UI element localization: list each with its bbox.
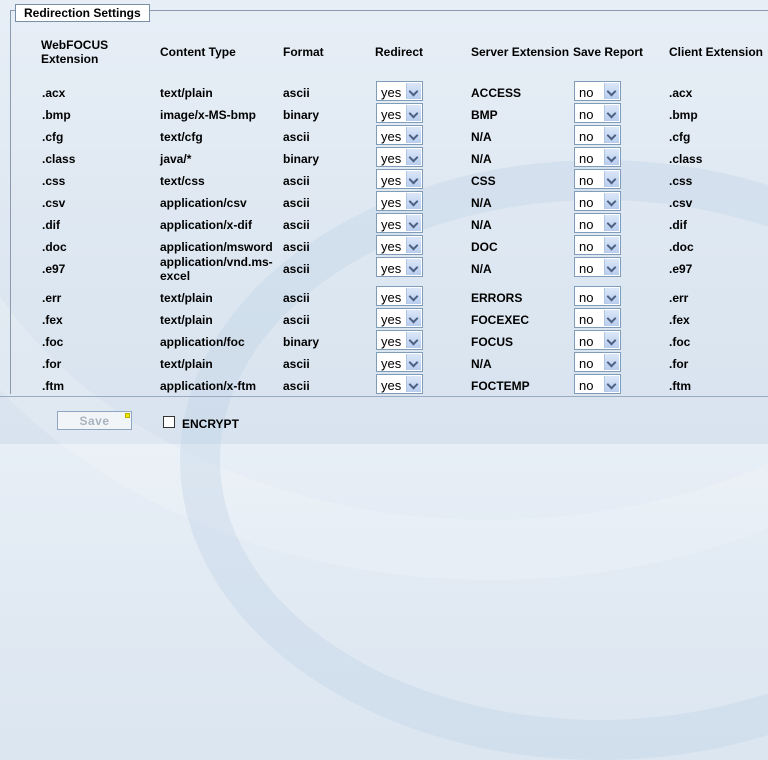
webfocus-extension-cell: .fex: [42, 313, 63, 327]
webfocus-extension-cell: .acx: [42, 86, 66, 100]
server-extension-cell: N/A: [471, 218, 492, 232]
chevron-down-icon[interactable]: [604, 149, 619, 165]
chevron-down-icon[interactable]: [604, 215, 619, 231]
webfocus-extension-cell: .e97: [42, 262, 66, 276]
save-report-select-value: no: [579, 312, 594, 327]
webfocus-extension-cell: .dif: [42, 218, 60, 232]
server-extension-cell: FOCEXEC: [471, 313, 530, 327]
save-report-select-value: no: [579, 334, 594, 349]
save-report-select[interactable]: [574, 235, 621, 255]
content-type-cell: application/x-ftm: [160, 379, 257, 393]
format-cell: ascii: [283, 262, 310, 276]
chevron-down-icon[interactable]: [406, 259, 421, 275]
webfocus-extension-cell: .bmp: [42, 108, 71, 122]
save-report-select-value: no: [579, 195, 594, 210]
client-extension-cell: .doc: [669, 240, 694, 254]
content-type-cell: text/cfg: [160, 130, 203, 144]
server-extension-cell: N/A: [471, 130, 492, 144]
server-extension-cell: FOCTEMP: [471, 379, 530, 393]
format-cell: ascii: [283, 313, 310, 327]
chevron-down-icon[interactable]: [604, 288, 619, 304]
redirect-select-value: yes: [381, 85, 402, 100]
client-extension-cell: .foc: [669, 335, 691, 349]
chevron-down-icon[interactable]: [604, 259, 619, 275]
save-report-select-value: no: [579, 85, 594, 100]
client-extension-cell: .err: [669, 291, 689, 305]
webfocus-extension-cell: .for: [42, 357, 62, 371]
content-type-cell: text/plain: [160, 313, 213, 327]
table-row: [0, 255, 768, 283]
save-report-select-value: no: [579, 217, 594, 232]
save-report-select[interactable]: [574, 191, 621, 211]
format-cell: ascii: [283, 379, 310, 393]
encrypt-label: ENCRYPT: [182, 417, 239, 431]
save-report-select-value: no: [579, 261, 594, 276]
content-type-cell: application/msword: [160, 240, 273, 254]
chevron-down-icon[interactable]: [406, 354, 421, 370]
chevron-down-icon[interactable]: [406, 288, 421, 304]
save-button[interactable]: [57, 411, 132, 430]
chevron-down-icon[interactable]: [604, 105, 619, 121]
chevron-down-icon[interactable]: [406, 310, 421, 326]
format-cell: ascii: [283, 357, 310, 371]
client-extension-cell: .for: [669, 357, 689, 371]
content-type-cell: text/plain: [160, 86, 213, 100]
client-extension-cell: .bmp: [669, 108, 698, 122]
save-report-select[interactable]: [574, 103, 621, 123]
redirect-select[interactable]: [376, 147, 423, 167]
redirect-select-value: yes: [381, 334, 402, 349]
content-type-cell: application/foc: [160, 335, 245, 349]
redirect-select[interactable]: [376, 81, 423, 101]
client-extension-cell: .cfg: [669, 130, 691, 144]
header-save-report: Save Report: [573, 45, 644, 59]
webfocus-extension-cell: .foc: [42, 335, 64, 349]
section-title: Redirection Settings: [15, 4, 150, 22]
save-report-select[interactable]: [574, 308, 621, 328]
webfocus-extension-cell: .ftm: [42, 379, 64, 393]
save-report-select[interactable]: [574, 330, 621, 350]
save-report-select-value: no: [579, 290, 594, 305]
redirect-select[interactable]: [376, 213, 423, 233]
header-client-extension: Client Extension: [669, 45, 764, 59]
chevron-down-icon[interactable]: [406, 171, 421, 187]
save-report-select-value: no: [579, 129, 594, 144]
redirect-select-value: yes: [381, 312, 402, 327]
server-extension-cell: N/A: [471, 152, 492, 166]
format-cell: ascii: [283, 174, 310, 188]
client-extension-cell: .class: [669, 152, 703, 166]
redirect-select[interactable]: [376, 191, 423, 211]
save-report-select-value: no: [579, 107, 594, 122]
format-cell: binary: [283, 108, 320, 122]
button-corner-marker: [125, 413, 130, 418]
save-report-select[interactable]: [574, 352, 621, 372]
server-extension-cell: ERRORS: [471, 291, 523, 305]
save-report-select-value: no: [579, 173, 594, 188]
save-report-select[interactable]: [574, 286, 621, 306]
redirect-select[interactable]: [376, 308, 423, 328]
chevron-down-icon[interactable]: [604, 171, 619, 187]
chevron-down-icon[interactable]: [406, 127, 421, 143]
encrypt-checkbox[interactable]: [163, 416, 175, 428]
chevron-down-icon[interactable]: [604, 354, 619, 370]
content-type-cell: image/x-MS-bmp: [160, 108, 257, 122]
redirect-select[interactable]: [376, 125, 423, 145]
format-cell: ascii: [283, 240, 310, 254]
header-redirect: Redirect: [375, 45, 424, 59]
format-cell: binary: [283, 152, 320, 166]
redirect-select-value: yes: [381, 217, 402, 232]
save-report-select[interactable]: [574, 213, 621, 233]
redirect-select-value: yes: [381, 378, 402, 393]
chevron-down-icon[interactable]: [406, 376, 421, 392]
content-type-cell: text/plain: [160, 291, 213, 305]
save-report-select-value: no: [579, 356, 594, 371]
content-type-cell: text/css: [160, 174, 205, 188]
server-extension-cell: FOCUS: [471, 335, 513, 349]
server-extension-cell: N/A: [471, 357, 492, 371]
save-report-select[interactable]: [574, 374, 621, 394]
redirect-select-value: yes: [381, 107, 402, 122]
save-report-select-value: no: [579, 378, 594, 393]
content-type-cell: java/*: [160, 152, 192, 166]
header-server-extension: Server Extension: [471, 45, 570, 59]
format-cell: ascii: [283, 291, 310, 305]
chevron-down-icon[interactable]: [604, 310, 619, 326]
format-cell: ascii: [283, 218, 310, 232]
chevron-down-icon[interactable]: [604, 376, 619, 392]
chevron-down-icon[interactable]: [406, 193, 421, 209]
redirect-select[interactable]: [376, 103, 423, 123]
server-extension-cell: N/A: [471, 262, 492, 276]
divider: [0, 396, 768, 397]
chevron-down-icon[interactable]: [406, 215, 421, 231]
save-button-label: Save: [79, 414, 110, 428]
client-extension-cell: .e97: [669, 262, 693, 276]
save-report-select-value: no: [579, 239, 594, 254]
format-cell: ascii: [283, 130, 310, 144]
chevron-down-icon[interactable]: [604, 83, 619, 99]
redirect-select-value: yes: [381, 195, 402, 210]
save-report-select[interactable]: [574, 257, 621, 277]
format-cell: ascii: [283, 86, 310, 100]
redirect-select-value: yes: [381, 239, 402, 254]
server-extension-cell: DOC: [471, 240, 498, 254]
webfocus-extension-cell: .err: [42, 291, 62, 305]
webfocus-extension-cell: .class: [42, 152, 76, 166]
chevron-down-icon[interactable]: [604, 193, 619, 209]
chevron-down-icon[interactable]: [406, 149, 421, 165]
chevron-down-icon[interactable]: [604, 237, 619, 253]
chevron-down-icon[interactable]: [406, 105, 421, 121]
format-cell: binary: [283, 335, 320, 349]
content-type-cell: text/plain: [160, 357, 213, 371]
redirect-select[interactable]: [376, 257, 423, 277]
chevron-down-icon[interactable]: [406, 237, 421, 253]
content-type-cell: application/csv: [160, 196, 247, 210]
chevron-down-icon[interactable]: [604, 332, 619, 348]
redirect-select[interactable]: [376, 330, 423, 350]
redirect-select[interactable]: [376, 286, 423, 306]
webfocus-extension-cell: .csv: [42, 196, 66, 210]
save-report-select[interactable]: [574, 169, 621, 189]
chevron-down-icon[interactable]: [604, 127, 619, 143]
redirect-select-value: yes: [381, 356, 402, 371]
save-report-select[interactable]: [574, 125, 621, 145]
redirect-select[interactable]: [376, 374, 423, 394]
client-extension-cell: .css: [669, 174, 693, 188]
webfocus-extension-cell: .css: [42, 174, 66, 188]
header-format: Format: [283, 45, 324, 59]
save-report-select-value: no: [579, 151, 594, 166]
client-extension-cell: .acx: [669, 86, 693, 100]
save-report-select[interactable]: [574, 81, 621, 101]
redirect-select-value: yes: [381, 290, 402, 305]
save-report-select[interactable]: [574, 147, 621, 167]
server-extension-cell: ACCESS: [471, 86, 522, 100]
format-cell: ascii: [283, 196, 310, 210]
client-extension-cell: .ftm: [669, 379, 691, 393]
redirect-select[interactable]: [376, 235, 423, 255]
chevron-down-icon[interactable]: [406, 83, 421, 99]
webfocus-extension-cell: .doc: [42, 240, 67, 254]
webfocus-extension-cell: .cfg: [42, 130, 64, 144]
server-extension-cell: BMP: [471, 108, 498, 122]
client-extension-cell: .fex: [669, 313, 690, 327]
redirect-select[interactable]: [376, 169, 423, 189]
redirect-select[interactable]: [376, 352, 423, 372]
chevron-down-icon[interactable]: [406, 332, 421, 348]
client-extension-cell: .csv: [669, 196, 693, 210]
redirect-select-value: yes: [381, 129, 402, 144]
redirect-select-value: yes: [381, 173, 402, 188]
server-extension-cell: N/A: [471, 196, 492, 210]
content-type-cell: application/vnd.ms-excel: [160, 255, 273, 283]
header-webfocus-extension: WebFOCUS Extension: [41, 38, 109, 66]
redirect-select-value: yes: [381, 261, 402, 276]
server-extension-cell: CSS: [471, 174, 496, 188]
content-type-cell: application/x-dif: [160, 218, 253, 232]
redirect-select-value: yes: [381, 151, 402, 166]
client-extension-cell: .dif: [669, 218, 687, 232]
header-content-type: Content Type: [160, 45, 236, 59]
